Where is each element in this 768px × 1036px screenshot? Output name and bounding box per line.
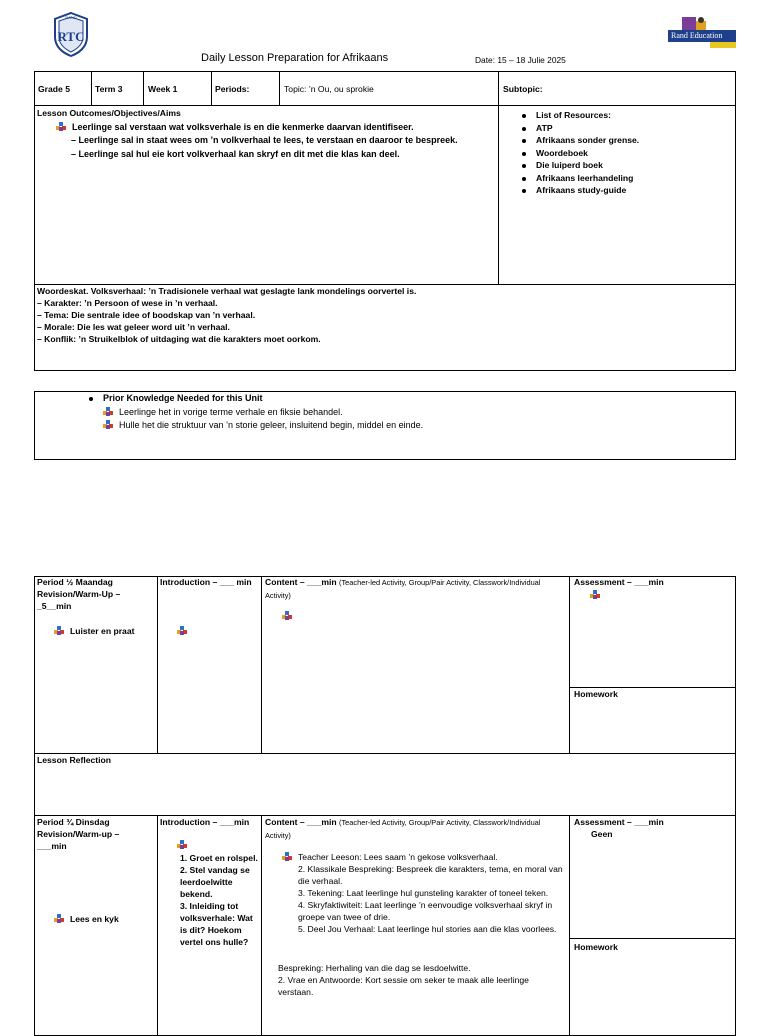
resource-item: Afrikaans sonder grense.	[522, 134, 639, 146]
vocab-line: Woordeskat. Volksverhaal: ’n Tradisionele verhaal wat geslagte lank mondelings oorvertel is.	[37, 286, 417, 296]
resources-heading: List of Resources:	[522, 109, 611, 121]
date-label: Date: 15 – 18 Julie 2025	[475, 55, 566, 65]
period1-content-bullet	[282, 610, 298, 622]
outcome-item: – Leerlinge sal in staat wees om ’n volkverhaal te lees, te verstaan en daaroor te bespreek.	[71, 135, 458, 145]
school-logo-ring: RAND	[65, 15, 77, 20]
content-tail-item: Bespreking: Herhaling van die dag se lesdoelwitte.	[278, 963, 471, 973]
week-cell: Week 1	[148, 84, 178, 94]
outcome-item: Leerlinge sal verstaan wat volksverhale is en die kenmerke daarvan identifiseer.	[56, 121, 414, 133]
outcome-item: – Leerlinge sal hul eie kort volkverhaal kan skryf en dit met die klas kan deel.	[71, 149, 400, 159]
resource-item: ATP	[522, 122, 553, 134]
bullet-icon	[103, 407, 113, 416]
content-item: 3. Tekening: Laat leerlinge hul gunsteling karakter of toneel teken.	[298, 888, 549, 898]
bullet-icon	[103, 420, 113, 429]
period2-label: Period ¾ Dinsdag Revision/Warm-up – ___min	[37, 817, 120, 851]
bullet-icon	[177, 626, 187, 635]
content-tail-item: 2. Vrae en Antwoorde: Kort sessie om seker te maak alle leerlinge verstaan.	[278, 975, 529, 997]
bullet-icon	[54, 626, 64, 635]
subtopic-cell: Subtopic:	[503, 84, 543, 94]
school-logo-text: RTC	[57, 29, 85, 44]
period2-assessment-label: Assessment – ___min	[574, 817, 664, 827]
period2-warmup-item: Lees en kyk	[54, 913, 119, 925]
bullet-icon	[282, 852, 292, 861]
period2-content-label: Content – ___min (Teacher-led Activity, Group/Pair Activity, Classwork/Individual Activity)	[265, 817, 541, 840]
resource-item: Die luiperd boek	[522, 159, 603, 171]
bullet-icon	[590, 590, 600, 599]
period2-homework-label: Homework	[574, 942, 618, 952]
page-title: Daily Lesson Preparation for Afrikaans	[201, 52, 389, 64]
bullet-icon	[177, 840, 187, 849]
intro-item: 2. Stel vandag se leerdoelwitte bekend.	[180, 865, 250, 899]
resource-item: Afrikaans leerhandeling	[522, 172, 633, 184]
bullet-icon	[54, 914, 64, 923]
vocab-line: – Morale: Die les wat geleer word uit ’n verhaal.	[37, 322, 230, 332]
content-item: 2. Klassikale Bespreking: Bespreek die karakters, tema, en moral van die verhaal.	[298, 864, 563, 886]
content-item: 4. Skryfaktiwiteit: Laat leerlinge ’n eenvoudige volksverhaal skryf in groepe van twee of drie.	[298, 900, 553, 922]
period1-content-label: Content – ___min (Teacher-led Activity, Group/Pair Activity, Classwork/Individual Activity)	[265, 577, 541, 600]
school-logo	[50, 11, 92, 57]
period1-homework-label: Homework	[574, 689, 618, 699]
prior-heading: Prior Knowledge Needed for this Unit	[89, 392, 263, 404]
period1-intro-bullet	[177, 625, 193, 637]
period1-warmup-item: Luister en praat	[54, 625, 134, 637]
term-cell: Term 3	[95, 84, 123, 94]
brand-logo	[668, 15, 736, 49]
period1-intro-label: Introduction – ___ min	[160, 577, 252, 587]
content-item: 5. Deel Jou Verhaal: Laat leerlinge hul stories aan die klas voorlees.	[298, 924, 557, 934]
prior-item: Leerlinge het in vorige terme verhale en fiksie behandel.	[103, 406, 343, 418]
intro-item: 3. Inleiding tot volksverhale: Wat is dit? Hoekom vertel ons hulle?	[180, 901, 253, 947]
bullet-icon	[282, 611, 292, 620]
period2-content-tail	[278, 962, 566, 998]
period1-label: Period ½ Maandag Revision/Warm-Up – _5__min	[37, 577, 121, 611]
lesson-reflection-label: Lesson Reflection	[37, 755, 112, 765]
resource-item: Woordeboek	[522, 147, 588, 159]
bullet-icon	[56, 122, 66, 131]
intro-item: 1. Groet en rolspel.	[180, 853, 258, 863]
periods-cell: Periods:	[215, 84, 250, 94]
period2-intro-label: Introduction – ___min	[160, 817, 250, 827]
vocab-line: – Karakter: ’n Persoon of wese in ’n verhaal.	[37, 298, 218, 308]
vocab-line: – Tema: Die sentrale idee of boodskap van ’n verhaal.	[37, 310, 256, 320]
period2-content-lead: Teacher Leeson: Lees saam ’n gekose volksverhaal.	[282, 851, 498, 863]
period2-intro-items	[180, 852, 260, 948]
brand-logo-text: Rand Education	[671, 31, 723, 40]
resource-item: Afrikaans study-guide	[522, 184, 626, 196]
topic-cell: Topic: ’n Ou, ou sprokie	[284, 84, 374, 94]
prior-item: Hulle het die struktuur van ’n storie geleer, insluitend begin, middel en einde.	[103, 419, 423, 431]
grade-cell: Grade 5	[38, 84, 71, 94]
period2-content-items	[298, 863, 566, 935]
outcomes-heading: Lesson Outcomes/Objectives/Aims	[37, 108, 181, 118]
vocab-line: – Konflik: ’n Struikelblok of uitdaging wat die karakters moet oorkom.	[37, 334, 321, 344]
period2-assessment-value: Geen	[591, 829, 613, 839]
period1-assessment-bullet	[590, 589, 606, 601]
period2-intro-bullet	[177, 839, 193, 851]
period1-assessment-label: Assessment – ___min	[574, 577, 664, 587]
